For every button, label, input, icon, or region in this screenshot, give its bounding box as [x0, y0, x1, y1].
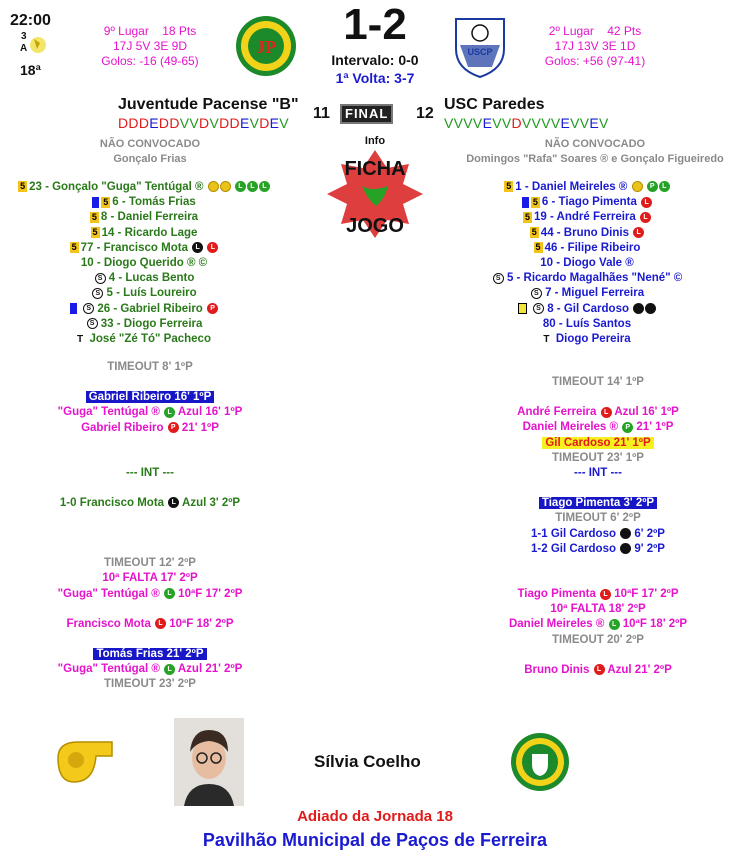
player-row[interactable]: 10 - Diogo Querido ® © — [80, 256, 208, 269]
goal-event: 1-1 Gil Cardoso 6' 2ºP — [531, 527, 665, 540]
timeout-event: TIMEOUT 23' 1ºP — [552, 451, 644, 464]
match-sheet-logo[interactable] — [324, 150, 426, 238]
away-lineup — [437, 180, 737, 347]
card-event: Daniel Meireles ® L 10ªF 18' 2ºP — [508, 618, 688, 631]
form-result: E — [589, 115, 600, 131]
form-result: V — [249, 115, 260, 131]
interval-marker: --- INT --- — [126, 466, 174, 479]
player-row[interactable]: 5 44 - Bruno Dinis L — [437, 226, 737, 241]
form-result: V — [570, 115, 580, 131]
home-not-called: NÃO CONVOCADO Gonçalo Frias — [99, 138, 201, 165]
player-row[interactable]: 5 8 - Daniel Ferreira — [91, 211, 199, 224]
form-result: V — [541, 115, 551, 131]
form-result: V — [209, 115, 220, 131]
form-result: E — [560, 115, 571, 131]
form-result: V — [453, 115, 464, 131]
player-row[interactable]: 5 1 - Daniel Meireles ® P L — [437, 180, 737, 195]
substitution-event: Tiago Pimenta 3' 2ºP — [539, 497, 657, 509]
card-event: André Ferreira L Azul 16' 1ºP — [517, 406, 679, 419]
player-row[interactable]: 5 23 - Gonçalo "Guga" Tentúgal ® L L L — [0, 180, 294, 195]
svg-text:JP: JP — [256, 37, 276, 57]
round-number: 18ª — [20, 62, 41, 78]
timeout-event: TIMEOUT 8' 1ºP — [107, 361, 193, 373]
postponed-note: Adiado da Jornada 18 — [297, 808, 453, 825]
card-event: Bruno Dinis L Azul 21' 2ºP — [524, 663, 672, 676]
player-row[interactable]: S 4 - Lucas Bento — [0, 271, 294, 286]
form-result: E — [239, 115, 250, 131]
home-fouls: 11 — [313, 105, 330, 122]
info-link[interactable]: Info — [364, 135, 386, 147]
timeout-event: TIMEOUT 14' 1ºP — [552, 376, 644, 388]
card-event: Daniel Meireles ® P 21' 1ºP — [522, 421, 674, 434]
first-leg-score[interactable]: 1ª Volta: 3-7 — [335, 70, 415, 86]
away-not-called: NÃO CONVOCADO Domingos "Rafa" Soares ® e Gonçalo Figueiredo — [466, 138, 724, 165]
goal-event: 1-0 Francisco Mota L Azul 3' 2ºP — [59, 497, 241, 510]
coach-row[interactable]: T José "Zé Tó" Pacheco — [77, 332, 211, 345]
card-event: "Guga" Tentúgal ® L 10ªF 17' 2ºP — [57, 587, 243, 600]
form-result: V — [599, 115, 609, 131]
player-row[interactable]: S 5 - Ricardo Magalhães "Nené" © — [437, 271, 737, 286]
player-row[interactable]: 5 6 - Tiago Pimenta L — [437, 195, 737, 210]
form-result: D — [118, 115, 129, 131]
form-result: V — [521, 115, 532, 131]
venue[interactable]: Pavilhão Municipal de Paços de Ferreira — [202, 830, 548, 850]
form-result: E — [149, 115, 159, 131]
score: 1-2 — [343, 0, 407, 49]
player-row[interactable]: 5 14 - Ricardo Lage — [92, 226, 198, 239]
form-result: D — [128, 115, 139, 131]
home-events — [0, 360, 300, 693]
home-stats: 9º Lugar 18 Pts 17J 5V 3E 9D Golos: -16 (49-65) — [101, 24, 199, 68]
away-team-name[interactable]: USC Paredes — [444, 96, 545, 113]
form-result: D — [138, 115, 150, 131]
player-row[interactable]: 80 - Luís Santos — [542, 317, 632, 330]
form-result: V — [501, 115, 512, 131]
referee-name[interactable]: Sílvia Coelho — [314, 752, 421, 771]
home-lineup — [0, 180, 294, 347]
home-team-name[interactable]: Juventude Pacense "B" — [118, 96, 299, 113]
form-result: V — [179, 115, 190, 131]
match-status: FINAL — [340, 104, 393, 124]
svg-text:JOGO: JOGO — [346, 215, 404, 237]
player-row[interactable]: S 33 - Diogo Ferreira — [0, 317, 294, 332]
card-event: "Guga" Tentúgal ® L Azul 16' 1ºP — [57, 406, 243, 419]
form-result: V — [492, 115, 502, 131]
coach-row[interactable]: T Diogo Pereira — [543, 332, 631, 345]
card-event: Tiago Pimenta L 10ªF 17' 2ºP — [517, 588, 679, 601]
player-row[interactable]: 5 77 - Francisco Mota L L — [0, 241, 294, 256]
timeout-event: TIMEOUT 23' 2ºP — [104, 678, 196, 691]
form-result: D — [259, 115, 270, 131]
halftime-score: Intervalo: 0-0 — [331, 52, 419, 68]
foul-event: 10ª FALTA 18' 2ºP — [550, 603, 646, 616]
timeout-event: TIMEOUT 6' 2ºP — [555, 512, 641, 525]
substitution-event: Gabriel Ribeiro 16' 1ºP — [86, 391, 215, 403]
form-result: V — [550, 115, 561, 131]
form-result: V — [279, 115, 289, 131]
form-result: D — [199, 115, 210, 131]
card-event: "Guga" Tentúgal ® L Azul 21' 2ºP — [57, 663, 243, 676]
foul-event: 10ª FALTA 17' 2ºP — [102, 572, 198, 585]
away-stats: 2º Lugar 42 Pts 17J 13V 3E 1D Golos: +56 (97-41) — [544, 24, 646, 68]
form-result: V — [463, 115, 473, 131]
player-row[interactable]: S 26 - Gabriel Ribeiro P — [0, 302, 294, 317]
away-form — [444, 115, 609, 131]
card-event: Gabriel Ribeiro P 21' 1ºP — [81, 421, 219, 434]
player-row[interactable]: 5 19 - André Ferreira L — [437, 210, 737, 225]
form-result: D — [219, 115, 230, 131]
form-result: V — [531, 115, 542, 131]
player-row[interactable]: S 7 - Miguel Ferreira — [437, 286, 737, 301]
away-events — [448, 375, 748, 678]
away-fouls: 12 — [416, 105, 434, 122]
referee-photo[interactable] — [174, 718, 244, 806]
svg-text:FICHA: FICHA — [344, 158, 406, 180]
round-icon: 3 A — [20, 31, 48, 59]
form-result: E — [269, 115, 280, 131]
substitution-event: Tomás Frias 21' 2ºP — [93, 648, 206, 660]
away-team-logo[interactable] — [452, 15, 508, 82]
player-row[interactable]: S 5 - Luís Loureiro — [0, 286, 294, 301]
form-result: V — [189, 115, 200, 131]
home-form — [118, 115, 289, 131]
whistle-icon — [52, 738, 118, 789]
card-event: Francisco Mota L 10ªF 18' 2ºP — [66, 617, 234, 630]
form-result: V — [579, 115, 590, 131]
kickoff-time: 22:00 — [10, 12, 51, 29]
association-logo[interactable] — [510, 732, 570, 795]
form-result: E — [482, 115, 493, 131]
red-card-event: Gil Cardoso 21' 1ºP — [542, 437, 653, 449]
interval-marker: --- INT --- — [574, 467, 622, 480]
goal-event: 1-2 Gil Cardoso 9' 2ºP — [531, 542, 665, 555]
form-result: D — [229, 115, 240, 131]
timeout-event: TIMEOUT 20' 2ºP — [552, 633, 644, 646]
player-row[interactable]: 5 46 - Filipe Ribeiro — [535, 241, 641, 254]
player-row[interactable]: S 8 - Gil Cardoso — [437, 302, 737, 317]
timeout-event: TIMEOUT 12' 2ºP — [104, 557, 196, 570]
player-row[interactable]: 10 - Diogo Vale ® — [540, 256, 634, 269]
form-result: V — [444, 115, 454, 131]
form-result: V — [472, 115, 483, 131]
player-row[interactable]: 5 6 - Tomás Frias — [0, 195, 294, 210]
home-team-logo[interactable] — [235, 15, 297, 80]
svg-text:USCP: USCP — [467, 47, 493, 57]
form-result: D — [511, 115, 522, 131]
form-result: D — [158, 115, 170, 131]
form-result: D — [169, 115, 180, 131]
